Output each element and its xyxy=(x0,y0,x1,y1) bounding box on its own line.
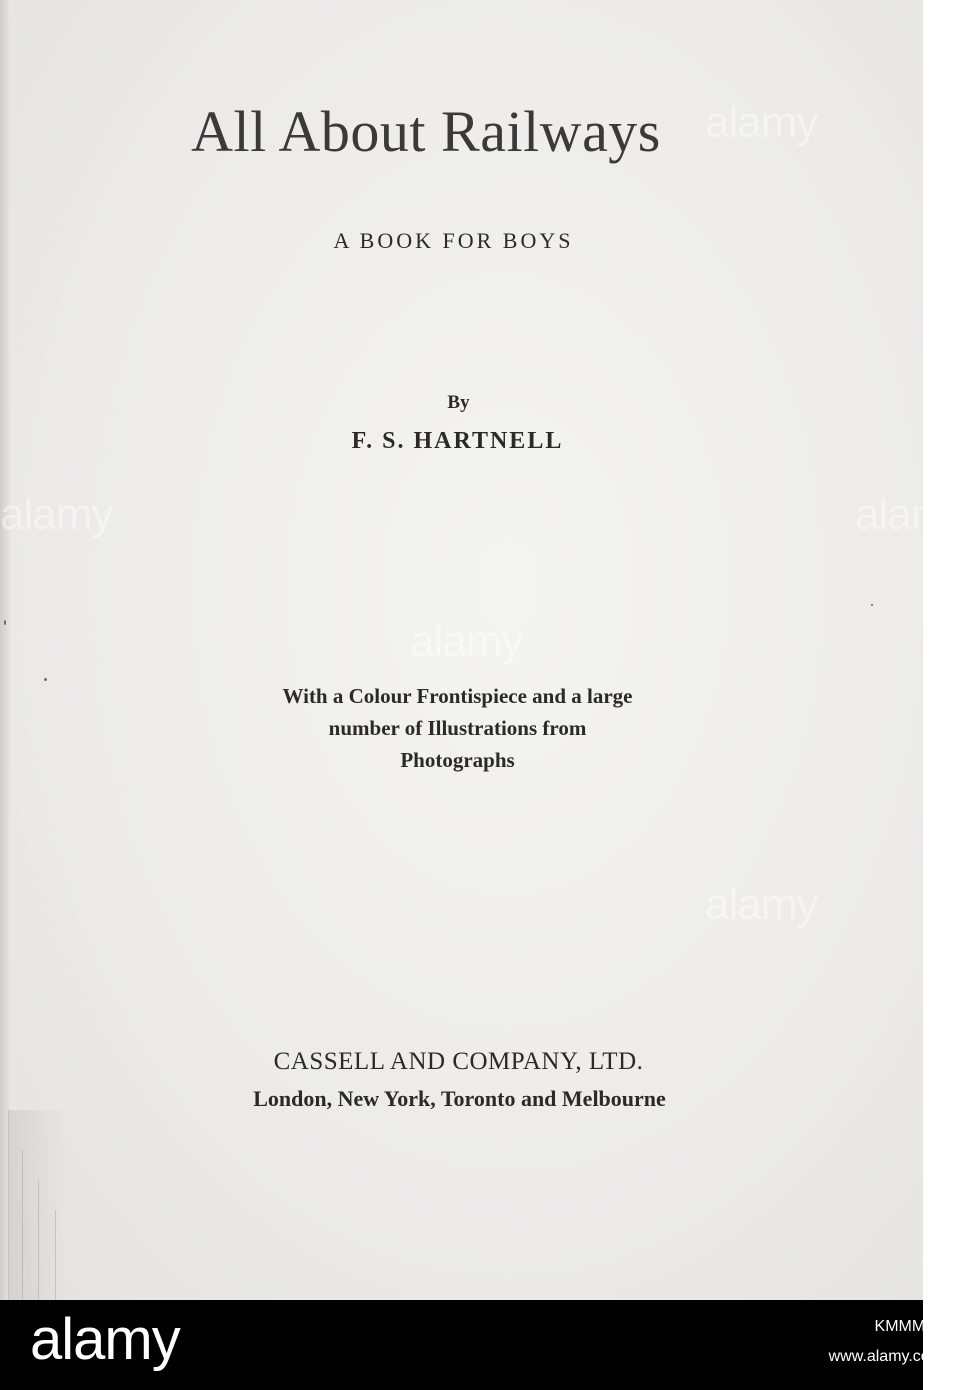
watermark: alamy xyxy=(0,490,113,539)
paper-crease xyxy=(38,1180,39,1300)
watermark: alamy xyxy=(705,98,818,147)
watermark: alamy xyxy=(410,617,523,666)
image-id: KMMM89 xyxy=(874,1318,943,1335)
paper-speck xyxy=(871,604,873,606)
publisher-places: London, New York, Toronto and Melbourne xyxy=(253,1086,666,1111)
by-label: By xyxy=(447,392,470,413)
illustration-note-line: number of Illustrations from xyxy=(328,716,587,740)
book-title: All About Railways xyxy=(191,99,661,164)
watermark: alamy xyxy=(705,880,818,929)
paper-crease xyxy=(55,1210,56,1300)
illustration-note-line: Photographs xyxy=(400,748,515,772)
illustration-note-line: With a Colour Frontispiece and a large xyxy=(282,684,633,708)
book-subtitle: A BOOK FOR BOYS xyxy=(333,228,574,253)
site-url: www.alamy.com xyxy=(828,1348,943,1365)
illustration-note xyxy=(0,680,919,776)
publisher-name: CASSELL AND COMPANY, LTD. xyxy=(273,1048,644,1075)
paper-speck xyxy=(4,620,6,625)
author-name: F. S. HARTNELL xyxy=(351,428,564,454)
paper-crease xyxy=(22,1150,23,1300)
alamy-logo: alamy xyxy=(30,1307,180,1372)
watermark: alamy xyxy=(855,490,967,539)
